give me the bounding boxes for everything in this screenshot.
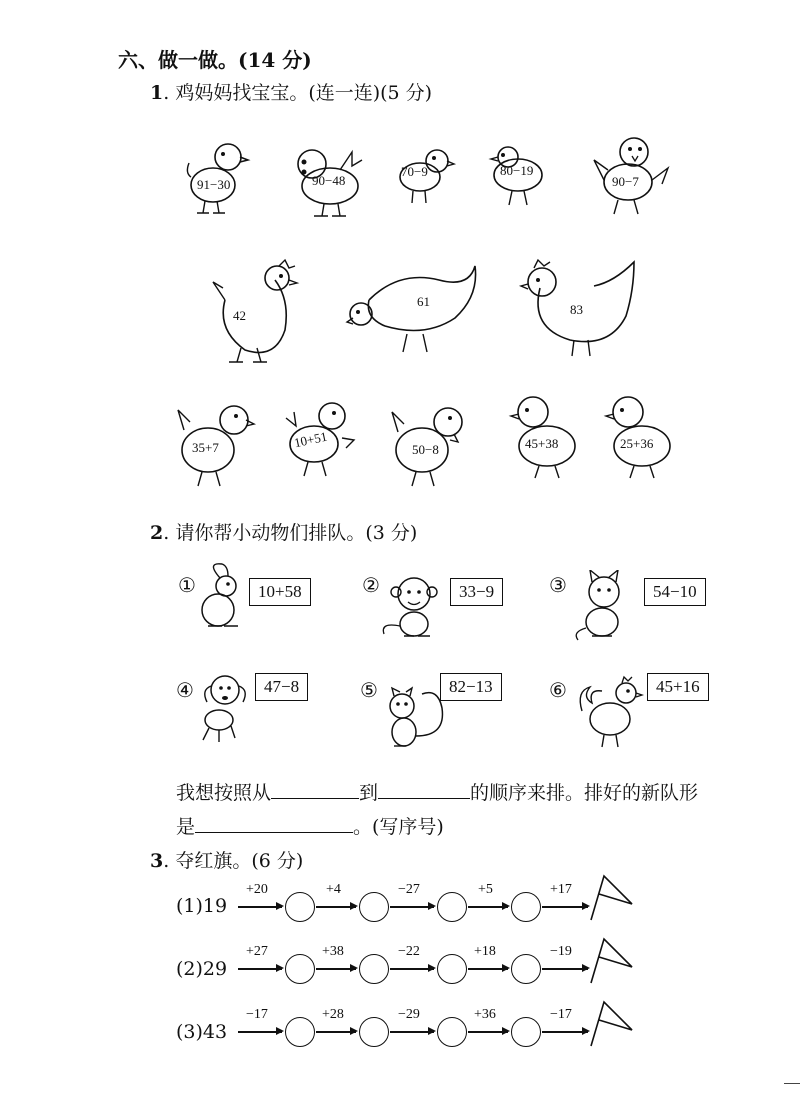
order-sentence-line-1 [176, 778, 698, 805]
rabbit-icon [196, 562, 244, 638]
chain-start: (3)43 [176, 1021, 228, 1043]
operation-label: −22 [398, 944, 420, 959]
question-2-text: . 请你帮小动物们排队。(3 分) [163, 522, 418, 544]
expression-box: 45+16 [647, 673, 709, 701]
operation-label: −19 [550, 944, 572, 959]
chick-label: 25+36 [620, 436, 654, 451]
arrow [316, 906, 356, 908]
answer-circle[interactable] [437, 892, 467, 922]
operation-label: +5 [478, 882, 493, 897]
answer-circle[interactable] [359, 892, 389, 922]
chick-icon [183, 135, 253, 215]
chick-10[interactable] [600, 390, 680, 482]
operation-label: +27 [246, 944, 268, 959]
chick-label: 70−9 [401, 164, 428, 179]
blank-to[interactable] [378, 778, 470, 799]
chick-3[interactable] [395, 145, 455, 207]
arrow [390, 1031, 434, 1033]
chick-2[interactable] [290, 140, 370, 218]
chain-start: (1)19 [176, 895, 228, 917]
chick-6[interactable] [176, 400, 258, 490]
chick-label: 91−30 [197, 177, 231, 192]
question-3-number: 3 [150, 850, 164, 872]
red-flag-icon [588, 935, 636, 989]
expression-box: 82−13 [440, 673, 502, 701]
operation-label: −17 [246, 1007, 268, 1022]
cat-icon [572, 570, 634, 646]
arrow [468, 968, 508, 970]
sentence-text-c: 的顺序来排。排好的新队形 [470, 782, 699, 804]
chick-icon [505, 390, 585, 480]
operation-label: +17 [550, 882, 572, 897]
animal-number: ③ [549, 573, 567, 597]
operation-label: −29 [398, 1007, 420, 1022]
chick-label: 80−19 [500, 163, 534, 178]
arrow [468, 906, 508, 908]
answer-circle[interactable] [359, 1017, 389, 1047]
chick-label: 10+51 [292, 428, 329, 451]
arrow [238, 906, 282, 908]
sentence-text-a: 我想按照从 [176, 782, 272, 804]
hen-label: 83 [570, 302, 583, 317]
expression-box: 10+58 [249, 578, 311, 606]
hen-3[interactable] [520, 258, 638, 360]
chick-8[interactable] [390, 400, 470, 490]
arrow [542, 1031, 588, 1033]
answer-circle[interactable] [359, 954, 389, 984]
answer-circle[interactable] [511, 892, 541, 922]
chick-1[interactable] [183, 135, 253, 215]
section-title: 六、做一做。(14 分) [118, 48, 312, 72]
red-flag-icon [588, 872, 636, 926]
sentence-text-d: 是 [176, 816, 196, 838]
question-1-text: . 鸡妈妈找宝宝。(连一连)(5 分) [163, 82, 433, 104]
answer-circle[interactable] [285, 1017, 315, 1047]
hen-2[interactable] [345, 262, 480, 357]
animal-number: ⑥ [549, 678, 567, 702]
chick-label: 90−7 [612, 174, 639, 189]
operation-label: −17 [550, 1007, 572, 1022]
operation-label: +38 [322, 944, 344, 959]
operation-label: +20 [246, 882, 268, 897]
sentence-text-e: 。(写序号) [353, 816, 444, 838]
answer-circle[interactable] [511, 954, 541, 984]
chick-7[interactable] [280, 398, 358, 478]
hen-1[interactable] [205, 260, 300, 365]
hen-label: 61 [417, 294, 430, 309]
red-flag-icon [588, 998, 636, 1052]
question-2-title [150, 518, 417, 545]
animal-number: ④ [176, 678, 194, 702]
answer-circle[interactable] [285, 892, 315, 922]
animal-number: ① [178, 573, 196, 597]
arrow [316, 968, 356, 970]
hen-icon [345, 262, 480, 357]
arrow [390, 968, 434, 970]
arrow [390, 906, 434, 908]
hen-icon [205, 260, 300, 365]
dog-icon [195, 668, 251, 748]
expression-box: 33−9 [450, 578, 503, 606]
chick-4[interactable] [488, 143, 548, 209]
order-sentence-line-2 [176, 812, 444, 839]
rooster-icon [572, 675, 644, 755]
chain-start: (2)29 [176, 958, 228, 980]
chick-5[interactable] [592, 132, 672, 218]
monkey-icon [378, 572, 440, 646]
arrow [238, 968, 282, 970]
question-3-text: . 夺红旗。(6 分) [163, 850, 304, 872]
question-1-number: 1 [150, 82, 164, 104]
animal-number: ⑤ [360, 678, 378, 702]
blank-order[interactable] [195, 812, 353, 833]
question-3-title [150, 846, 303, 873]
expression-box: 47−8 [255, 673, 308, 701]
question-2-number: 2 [150, 522, 164, 544]
question-1-title [150, 78, 432, 105]
chick-9[interactable] [505, 390, 585, 480]
answer-circle[interactable] [511, 1017, 541, 1047]
chick-label: 90−48 [312, 173, 346, 188]
animal-number: ② [362, 573, 380, 597]
hen-label: 42 [233, 308, 246, 323]
arrow [316, 1031, 356, 1033]
operation-label: −27 [398, 882, 420, 897]
arrow [238, 1031, 282, 1033]
answer-circle[interactable] [285, 954, 315, 984]
operation-label: +18 [474, 944, 496, 959]
arrow [468, 1031, 508, 1033]
answer-circle[interactable] [437, 1017, 467, 1047]
answer-circle[interactable] [437, 954, 467, 984]
operation-label: +36 [474, 1007, 496, 1022]
arrow [542, 906, 588, 908]
operation-label: +28 [322, 1007, 344, 1022]
chick-label: 50−8 [412, 442, 439, 457]
operation-label: +4 [326, 882, 341, 897]
page-edge-mark [784, 1083, 800, 1084]
chick-label: 45+38 [525, 436, 559, 451]
sentence-text-b: 到 [359, 782, 379, 804]
arrow [542, 968, 588, 970]
blank-from[interactable] [271, 778, 359, 799]
chick-label: 35+7 [192, 440, 219, 455]
expression-box: 54−10 [644, 578, 706, 606]
